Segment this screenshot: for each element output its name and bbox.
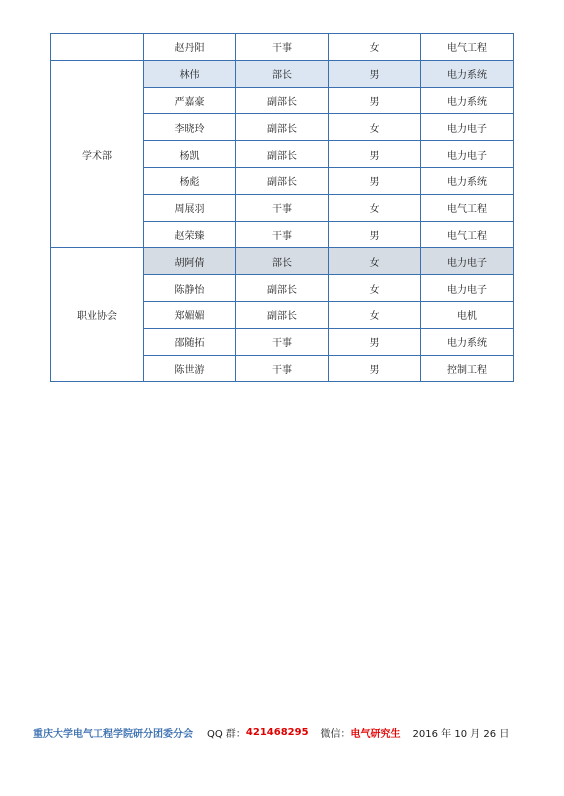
role-cell: 副部长 [236,114,329,141]
major-cell: 电力电子 [421,248,514,275]
name-cell: 陈世游 [144,355,236,382]
name-cell: 李晓玲 [144,114,236,141]
table-row [51,60,514,87]
role-cell: 部长 [236,248,329,275]
gender-cell: 男 [329,141,421,168]
major-cell: 电气工程 [421,194,514,221]
name-cell: 陈静怡 [144,275,236,302]
role-cell: 干事 [236,194,329,221]
major-cell: 电力系统 [421,87,514,114]
gender-cell: 女 [329,34,421,61]
role-cell: 干事 [236,34,329,61]
major-cell: 电力系统 [421,328,514,355]
gender-cell: 女 [329,194,421,221]
name-cell: 胡阿倩 [144,248,236,275]
footer-wechat-name: 电气研究生 [350,728,401,740]
name-cell: 杨凯 [144,141,236,168]
footer-org-name: 重庆大学电气工程学院研分团委分会 [33,728,193,740]
major-cell: 电力系统 [421,60,514,87]
name-cell: 严嘉豪 [144,87,236,114]
name-cell: 郑媚媚 [144,301,236,328]
footer-wechat-label: 微信： [320,728,351,740]
gender-cell: 男 [329,328,421,355]
role-cell: 副部长 [236,301,329,328]
major-cell: 电气工程 [421,221,514,248]
dept-cell: 学术部 [51,60,144,248]
gender-cell: 女 [329,248,421,275]
major-cell: 电力电子 [421,275,514,302]
gender-cell: 女 [329,301,421,328]
major-cell: 电力系统 [421,167,514,194]
major-cell: 电机 [421,301,514,328]
name-cell: 杨彪 [144,167,236,194]
role-cell: 部长 [236,60,329,87]
gender-cell: 男 [329,87,421,114]
footer-date: 2016 年 10 月 26 日 [412,728,510,740]
gender-cell: 女 [329,275,421,302]
member-table [50,33,514,382]
table-row [51,34,514,61]
gender-cell: 男 [329,221,421,248]
table-row [51,248,514,275]
name-cell: 赵荣臻 [144,221,236,248]
gender-cell: 男 [329,355,421,382]
gender-cell: 男 [329,60,421,87]
page-footer [33,724,533,740]
footer-qq-number: 421468295 [245,726,309,738]
role-cell: 副部长 [236,275,329,302]
footer-qq-label: QQ 群： [207,728,246,740]
role-cell: 副部长 [236,87,329,114]
gender-cell: 女 [329,114,421,141]
role-cell: 副部长 [236,167,329,194]
role-cell: 干事 [236,328,329,355]
name-cell: 邵随拓 [144,328,236,355]
role-cell: 副部长 [236,141,329,168]
role-cell: 干事 [236,355,329,382]
name-cell: 周展羽 [144,194,236,221]
dept-cell [51,34,144,61]
major-cell: 控制工程 [421,355,514,382]
name-cell: 林伟 [144,60,236,87]
major-cell: 电力电子 [421,141,514,168]
gender-cell: 男 [329,167,421,194]
name-cell: 赵丹阳 [144,34,236,61]
major-cell: 电气工程 [421,34,514,61]
dept-cell: 职业协会 [51,248,144,382]
major-cell: 电力电子 [421,114,514,141]
role-cell: 干事 [236,221,329,248]
